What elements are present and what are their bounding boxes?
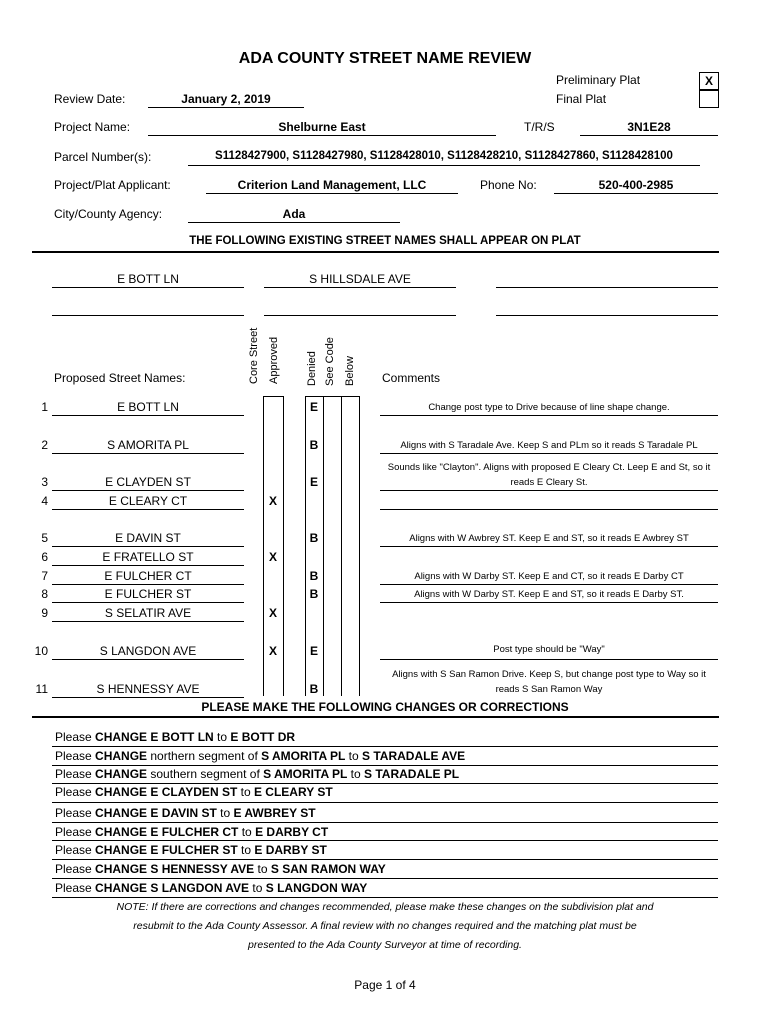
change-text-segment: CHANGE E CLAYDEN ST <box>95 785 238 799</box>
project-name-underline <box>148 135 496 136</box>
review-date-label: Review Date: <box>54 92 126 106</box>
change-text-segment: CHANGE S HENNESSY AVE <box>95 862 255 876</box>
change-text-segment: E DARBY CT <box>255 825 329 839</box>
row-number: 4 <box>41 494 48 508</box>
change-line <box>55 730 295 744</box>
comment[interactable]: Aligns with W Darby ST. Keep E and ST, so it reads E Darby ST. <box>414 589 684 600</box>
existing-name-underline <box>264 287 456 288</box>
proposed-name[interactable]: E BOTT LN <box>117 400 179 414</box>
change-text-segment: to <box>238 825 256 839</box>
change-text-segment: to <box>237 843 255 857</box>
phone-label: Phone No: <box>480 178 537 192</box>
agency-label: City/County Agency: <box>54 207 163 221</box>
change-text-segment: Please <box>55 862 96 876</box>
change-text-segment: E CLEARY ST <box>253 785 333 799</box>
change-line <box>55 862 386 876</box>
comment[interactable]: Aligns with S San Ramon Drive. Keep S, but change post type to Way so it reads S San Ramon Way <box>392 669 706 695</box>
change-text-segment: S SAN RAMON WAY <box>270 862 386 876</box>
change-underline <box>52 765 718 766</box>
change-text-segment: to <box>254 862 271 876</box>
comment-underline <box>380 453 718 454</box>
proposed-name[interactable]: E CLAYDEN ST <box>105 475 191 489</box>
proposed-name[interactable]: S HENNESSY AVE <box>96 682 200 696</box>
applicant-field[interactable]: Criterion Land Management, LLC <box>237 178 427 192</box>
change-line <box>55 881 367 895</box>
grid-line <box>305 396 359 397</box>
comment[interactable]: Aligns with S Taradale Ave. Keep S and PLm so it reads S Taradale PL <box>400 440 698 451</box>
existing-name-1[interactable]: E BOTT LN <box>117 272 179 286</box>
change-text-segment: S LANGDON WAY <box>265 881 368 895</box>
trs-label: T/R/S <box>524 120 555 134</box>
change-text-segment: CHANGE E FULCHER CT <box>95 825 239 839</box>
row-underline <box>52 546 244 547</box>
changes-heading: PLEASE MAKE THE FOLLOWING CHANGES OR CORRECTIONS <box>201 700 569 714</box>
row-number: 2 <box>41 438 48 452</box>
change-text-segment: Please <box>55 749 96 763</box>
see-code-mark[interactable]: E <box>309 475 318 489</box>
proposed-name[interactable]: E DAVIN ST <box>115 531 181 545</box>
see-code-mark[interactable]: E <box>309 400 318 414</box>
project-name-field[interactable]: Shelburne East <box>278 120 366 134</box>
change-line <box>55 785 333 799</box>
grid-line <box>359 396 360 696</box>
see-code-mark[interactable]: B <box>309 438 319 452</box>
final-plat-label: Final Plat <box>556 92 607 106</box>
row-number: 5 <box>41 531 48 545</box>
proposed-name[interactable]: S AMORITA PL <box>107 438 189 452</box>
note-line-1: NOTE: If there are corrections and changes recommended, please make these changes on the subdivision plat and <box>116 901 654 913</box>
change-text-segment: Please <box>55 730 96 744</box>
proposed-name[interactable]: E FULCHER ST <box>104 587 192 601</box>
comment[interactable]: Sounds like "Clayton". Aligns with proposed E Cleary Ct. Leep E and St, so it reads E Cleary St. <box>387 462 711 488</box>
change-underline <box>52 802 718 803</box>
row-underline <box>52 415 244 416</box>
change-text-segment: S AMORITA PL <box>261 749 346 763</box>
row-number: 6 <box>41 550 48 564</box>
row-number: 3 <box>41 475 48 489</box>
change-text-segment: Please <box>55 825 96 839</box>
core-street-header: Core Street <box>248 327 260 384</box>
change-text-segment: southern segment of <box>147 767 264 781</box>
change-underline <box>52 859 718 860</box>
change-text-segment: to <box>347 767 365 781</box>
preliminary-plat-checkbox[interactable]: X <box>699 72 719 90</box>
existing-names-heading: THE FOLLOWING EXISTING STREET NAMES SHALL APPEAR ON PLAT <box>189 235 581 247</box>
row-number: 9 <box>41 606 48 620</box>
phone-underline <box>554 193 718 194</box>
row-number: 8 <box>41 587 48 601</box>
below-header: Below <box>344 356 356 386</box>
review-date-underline <box>148 107 304 108</box>
row-underline <box>52 490 244 491</box>
final-plat-checkbox[interactable] <box>699 90 719 108</box>
change-text-segment: E AWBREY ST <box>233 806 316 820</box>
change-line <box>55 749 465 763</box>
change-underline <box>52 822 718 823</box>
change-text-segment: to <box>345 749 363 763</box>
comment-underline <box>380 490 718 491</box>
row-underline <box>52 565 244 566</box>
existing-name-underline <box>52 287 244 288</box>
comment-underline <box>380 546 718 547</box>
row-number: 7 <box>41 569 48 583</box>
change-text-segment: CHANGE E DAVIN ST <box>95 806 217 820</box>
change-underline <box>52 746 718 747</box>
change-underline <box>52 840 718 841</box>
preliminary-plat-label: Preliminary Plat <box>556 73 641 87</box>
parcel-label: Parcel Number(s): <box>54 150 152 164</box>
grid-line <box>323 396 324 696</box>
agency-field[interactable]: Ada <box>282 207 306 221</box>
change-text-segment: E BOTT DR <box>230 730 296 744</box>
comment[interactable]: Post type should be "Way" <box>493 644 605 655</box>
change-text-segment: CHANGE <box>95 749 148 763</box>
change-text-segment: S TARADALE AVE <box>362 749 466 763</box>
grid-line <box>341 396 342 696</box>
change-line <box>55 843 327 857</box>
approved-header: Approved <box>268 336 280 384</box>
comment-underline <box>380 659 718 660</box>
see-code-mark[interactable]: B <box>309 587 319 601</box>
change-text-segment: S TARADALE PL <box>364 767 460 781</box>
change-text-segment: S AMORITA PL <box>263 767 348 781</box>
change-text-segment: E DARBY ST <box>254 843 327 857</box>
comment-underline <box>380 584 718 585</box>
change-underline <box>52 878 718 879</box>
trs-field[interactable]: 3N1E28 <box>627 120 671 134</box>
approved-mark[interactable]: X <box>268 644 277 658</box>
change-text-segment: to <box>216 806 234 820</box>
row-underline <box>52 602 244 603</box>
change-line <box>55 825 328 839</box>
existing-name-underline <box>496 315 718 316</box>
change-text-segment: Please <box>55 806 96 820</box>
change-text-segment: northern segment of <box>147 749 262 763</box>
change-text-segment: Please <box>55 881 96 895</box>
change-text-segment: CHANGE S LANGDON AVE <box>95 881 250 895</box>
approved-mark[interactable]: X <box>268 550 277 564</box>
comment[interactable]: Change post type to Drive because of line shape change. <box>428 402 670 413</box>
proposed-name[interactable]: S LANGDON AVE <box>99 644 197 658</box>
trs-underline <box>580 135 718 136</box>
applicant-label: Project/Plat Applicant: <box>54 178 171 192</box>
row-underline <box>52 697 244 698</box>
project-name-label: Project Name: <box>54 120 131 134</box>
row-underline <box>52 621 244 622</box>
section-divider <box>32 251 719 253</box>
grid-line <box>263 396 283 397</box>
applicant-underline <box>206 193 458 194</box>
section-divider <box>32 716 719 718</box>
row-underline <box>52 659 244 660</box>
agency-underline <box>188 222 400 223</box>
comment-underline <box>380 509 718 510</box>
comment-underline <box>380 602 718 603</box>
row-number: 11 <box>35 682 48 696</box>
change-text-segment: Please <box>55 767 96 781</box>
comment[interactable]: Aligns with W Darby ST. Keep E and CT, so it reads E Darby CT <box>414 571 684 582</box>
see-code-mark[interactable]: B <box>309 682 319 696</box>
row-underline <box>52 509 244 510</box>
existing-name-underline <box>264 315 456 316</box>
see-code-mark[interactable]: B <box>309 569 319 583</box>
row-number: 10 <box>34 644 48 658</box>
form-title: ADA COUNTY STREET NAME REVIEW <box>238 50 532 67</box>
change-text-segment: to <box>237 785 254 799</box>
approved-mark[interactable]: X <box>268 494 277 508</box>
change-text-segment: CHANGE E FULCHER ST <box>95 843 238 857</box>
comments-header: Comments <box>382 371 441 385</box>
row-underline <box>52 453 244 454</box>
existing-name-2[interactable]: S HILLSDALE AVE <box>309 272 411 286</box>
proposed-name[interactable]: E CLEARY CT <box>108 494 188 508</box>
change-line <box>55 767 459 781</box>
parcel-numbers-field[interactable]: S1128427900, S1128427980, S1128428010, S1128428210, S1128427860, S1128428100 <box>215 150 673 162</box>
denied-header: Denied <box>306 351 318 386</box>
comment-underline <box>380 415 718 416</box>
existing-name-underline <box>496 287 718 288</box>
change-text-segment: Please <box>55 785 96 799</box>
phone-field[interactable]: 520-400-2985 <box>598 178 674 192</box>
change-text-segment: CHANGE <box>95 767 148 781</box>
proposed-name[interactable]: S SELATIR AVE <box>104 606 192 620</box>
review-date-field[interactable]: January 2, 2019 <box>181 92 271 106</box>
existing-name-underline <box>52 315 244 316</box>
row-number: 1 <box>41 400 48 414</box>
parcel-underline <box>188 165 700 166</box>
see-code-header: See Code <box>324 337 336 386</box>
see-code-mark[interactable]: E <box>309 644 318 658</box>
change-text-segment: to <box>213 730 231 744</box>
proposed-name[interactable]: E FULCHER CT <box>104 569 192 583</box>
change-line <box>55 806 316 820</box>
change-underline <box>52 783 718 784</box>
comment[interactable]: Aligns with W Awbrey ST. Keep E and ST, so it reads E Awbrey ST <box>409 533 689 544</box>
see-code-mark[interactable]: B <box>309 531 319 545</box>
proposed-names-header: Proposed Street Names: <box>54 371 186 385</box>
approved-mark[interactable]: X <box>268 606 277 620</box>
change-text-segment: CHANGE E BOTT LN <box>95 730 214 744</box>
change-text-segment: Please <box>55 843 96 857</box>
grid-line <box>283 396 284 696</box>
note-line-2: resubmit to the Ada County Assessor. A final review with no changes required and the matching plat must be <box>133 920 637 932</box>
note-line-3: presented to the Ada County Surveyor at time of recording. <box>248 939 522 951</box>
row-underline <box>52 584 244 585</box>
change-text-segment: to <box>249 881 266 895</box>
page-number: Page 1 of 4 <box>354 978 416 992</box>
proposed-name[interactable]: E FRATELLO ST <box>102 550 194 564</box>
